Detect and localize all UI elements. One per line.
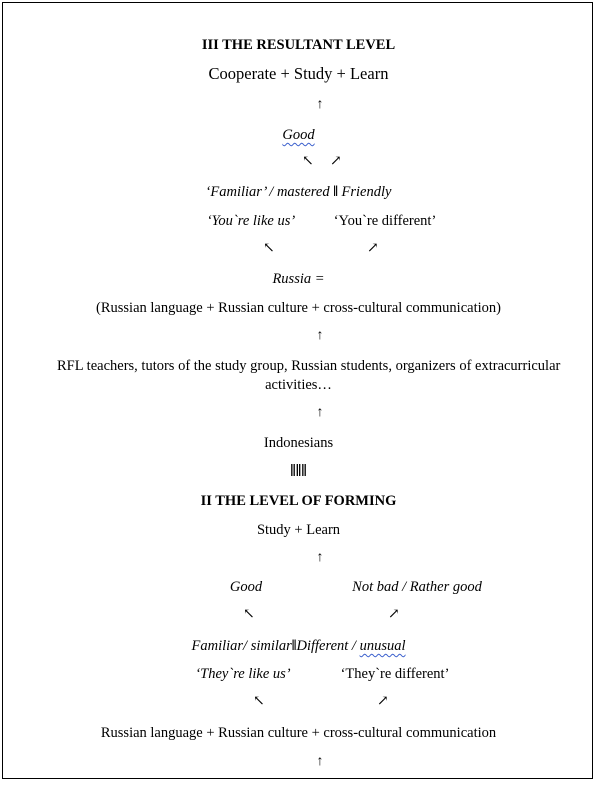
they-different-text: ‘They`re different’ (340, 666, 450, 682)
arrow-nw-icon: ↖ (302, 154, 314, 169)
not-bad-text: Not bad / Rather good (352, 579, 482, 595)
you-like-us-text: ‘You`re like us’ (206, 213, 296, 229)
arrow-nw-icon: ↖ (263, 241, 275, 256)
level2-familiar-different (0, 637, 597, 655)
arrow-nw-icon: ↖ (243, 607, 255, 622)
level3-good-text: Good (282, 127, 315, 143)
you-different-text: ‘You`re different’ (333, 213, 437, 229)
level3-heading: III THE RESULTANT LEVEL (201, 37, 396, 53)
level3-formula: Cooperate + Study + Learn (208, 64, 389, 83)
arrow-up-icon: ↑ (316, 405, 324, 420)
different-text: Different / (296, 638, 360, 654)
russia-label: Russia = (272, 271, 325, 287)
level2-good: Good (229, 579, 263, 595)
indonesians-label: Indonesians (263, 435, 334, 451)
familiar-similar-text: Familiar/ similar (191, 638, 292, 654)
level2-heading: II THE LEVEL OF FORMING (200, 493, 397, 509)
arrow-ne-icon: ↗ (330, 154, 342, 169)
arrow-nw-icon: ↖ (253, 694, 265, 709)
level-separator: ‖‖‖ (290, 461, 307, 480)
double-bar: ‖ (291, 638, 297, 654)
level3-familiar-friendly (0, 183, 597, 201)
arrow-up-icon: ↑ (316, 754, 324, 769)
actors-line-1: RFL teachers, tutors of the study group, Russian students, organizers of extracurricular (57, 358, 561, 374)
level2-components: Russian language + Russian culture + cross-cultural communication (100, 725, 497, 741)
arrow-ne-icon: ↗ (388, 607, 400, 622)
arrow-ne-icon: ↗ (367, 241, 379, 256)
actors-line-2: activities… (265, 377, 332, 393)
level3-good (0, 126, 597, 144)
arrow-up-icon: ↑ (316, 550, 324, 565)
arrow-ne-icon: ↗ (377, 694, 389, 709)
familiar-mastered-text: ‘Familiar’ / mastered (205, 184, 330, 200)
double-bar: ‖ (333, 184, 338, 200)
friendly-text: Friendly (341, 184, 392, 200)
arrow-up-icon: ↑ (316, 328, 324, 343)
level2-formula: Study + Learn (256, 522, 341, 538)
unusual-text: unusual (359, 638, 406, 654)
they-like-us-text: ‘They`re like us’ (195, 666, 291, 682)
arrow-up-icon: ↑ (316, 97, 324, 112)
russia-components: (Russian language + Russian culture + cross-cultural communication) (96, 300, 501, 316)
